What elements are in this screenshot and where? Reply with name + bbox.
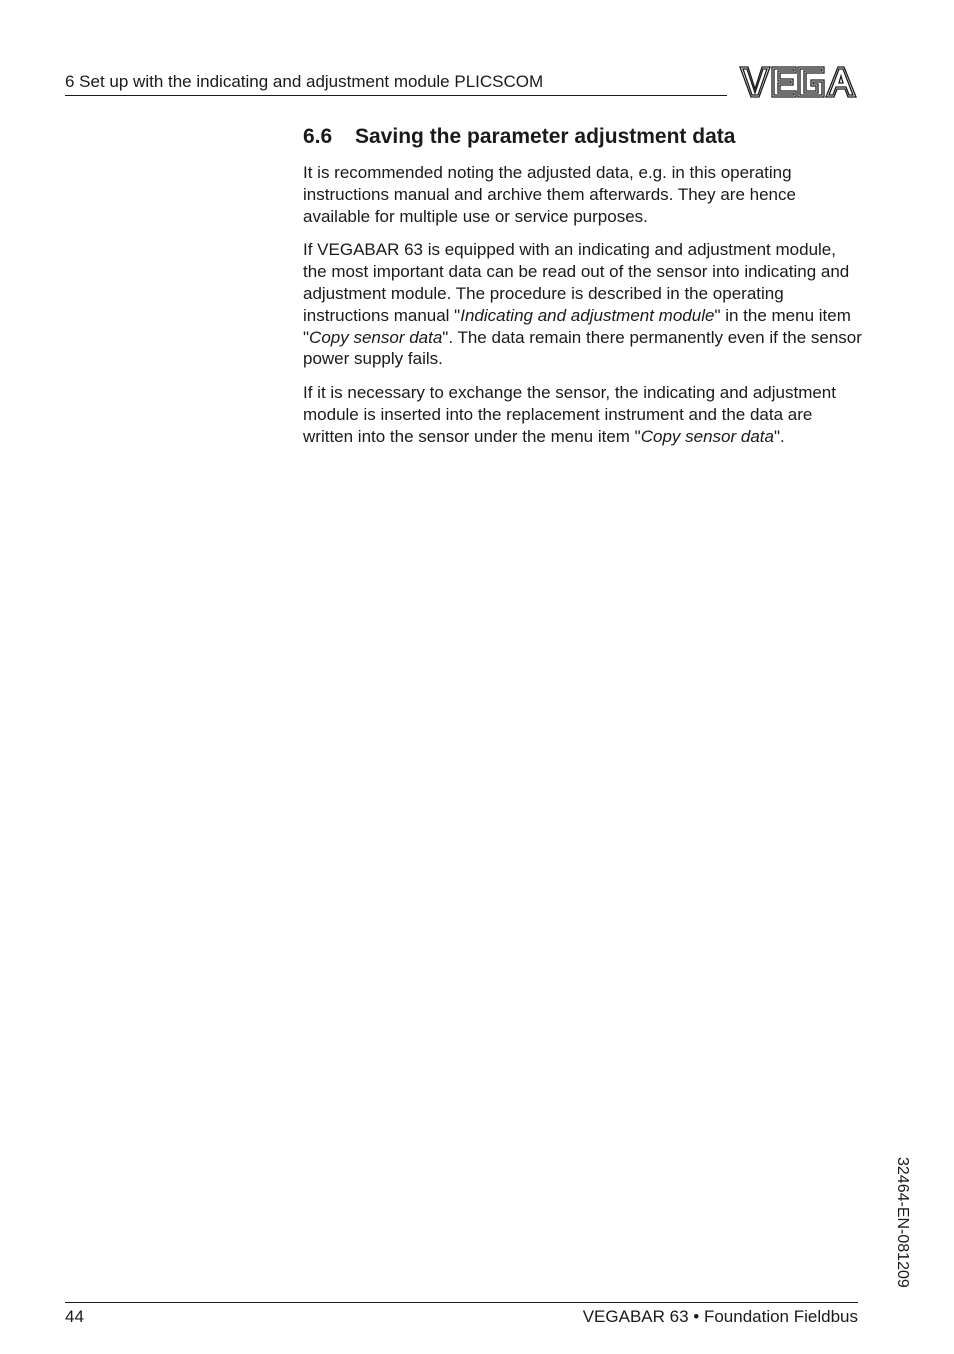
paragraph-2-text-c: ". The data remain there permanently even if the sensor power supply fails. [303, 327, 862, 369]
header-rule [65, 95, 727, 96]
paragraph-1: It is recommended noting the adjusted data, e.g. in this operating instructions manual and archive them afterwards. They are hence available for multiple use or service purposes. [303, 163, 796, 226]
section-title-text: Saving the parameter adjustment data [355, 125, 736, 148]
running-header: 6 Set up with the indicating and adjustment module PLICSCOM [65, 72, 544, 91]
paragraph-2-text-a: If VEGABAR 63 is equipped with an indicating and adjustment module, the most important data can be read out of the sensor into indicating and adjustment module. The procedure is described in the operating instructions manual " [303, 240, 850, 325]
paragraph-3 [303, 382, 863, 447]
paragraph-3-text-b: ". [773, 426, 785, 446]
paragraph-2 [303, 239, 863, 370]
footer-rule [65, 1302, 858, 1303]
menu-item-italic-2: Copy sensor data [640, 426, 774, 446]
paragraph-2-text-b: " in the menu item " [303, 305, 851, 347]
section-number: 6.6 [303, 125, 333, 148]
page-number: 44 [65, 1307, 84, 1326]
footer-doc-title: VEGABAR 63 • Foundation Fieldbus [582, 1307, 858, 1326]
vega-logo [738, 64, 858, 100]
document-code: 32464-EN-081209 [894, 1157, 911, 1288]
manual-title-italic: Indicating and adjustment module [460, 305, 715, 325]
paragraph-3-text-a: If it is necessary to exchange the sensor, the indicating and adjustment module is inserted into the replacement instrument and the data are written into the sensor under the menu item " [303, 383, 836, 446]
menu-item-italic: Copy sensor data [309, 327, 443, 347]
section-heading [303, 124, 735, 150]
body-column [303, 162, 863, 460]
